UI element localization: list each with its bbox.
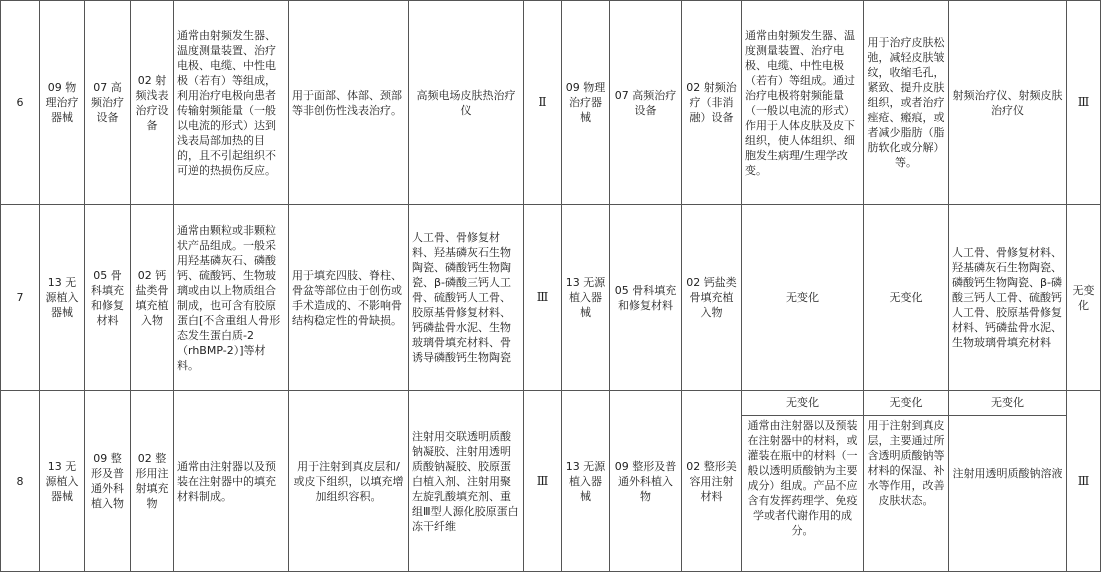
category-1: 13 无源植入器械	[40, 205, 85, 391]
category-1: 13 无源植入器械	[40, 391, 85, 572]
intended-use-2: 用于注射到真皮层，主要通过所含透明质酸钠等材料的保湿、补水等作用，改善皮肤状态。	[867, 419, 945, 507]
examples-2-status: 无变化	[949, 391, 1066, 416]
examples-1: 人工骨、骨修复材料、羟基磷灰石生物陶瓷、磷酸钙生物陶瓷、β-磷酸三钙人工骨、硫酸钙人工骨、胶原基骨修复材料、钙磷盐骨水泥、生物玻璃骨填充材料、骨诱导磷酸钙生物陶瓷	[409, 205, 524, 391]
category-2: 09 物理治疗器械	[562, 1, 610, 205]
description-2-cell	[742, 391, 864, 572]
description-1: 通常由颗粒或非颗粒状产品组成。一般采用羟基磷灰石、磷酸钙、硫酸钙、生物玻璃或由以上物质组合制成，也可含有胶原蛋白[不含重组人骨形态发生蛋白质-2（rhBMP-2）]等材料。	[174, 205, 289, 391]
description-1: 通常由射频发生器、温度测量装置、治疗电极、电缆、中性电极（若有）等组成，利用治疗电极向患者传输射频能量（一般以电流的形式）达到浅表局部加热的目的，且不引起组织不可逆的热损伤反应。	[174, 1, 289, 205]
product-type-1: 02 整形用注射填充物	[131, 391, 174, 572]
subcategory-1: 09 整形及普通外科植入物	[85, 391, 131, 572]
category-2: 13 无源植入器械	[562, 205, 610, 391]
intended-use-2-cell	[864, 391, 949, 572]
subcategory-1: 05 骨科填充和修复材料	[85, 205, 131, 391]
product-type-2: 02 整形美容用注射材料	[682, 391, 742, 572]
examples-2-cell	[949, 391, 1067, 572]
description-2: 通常由注射器以及预装在注射器中的材料，或灌装在瓶中的材料（一般以透明质酸钠为主要成分）组成。产品不应含有发挥药理学、免疫学或者代谢作用的成分。	[747, 419, 858, 537]
product-type-2: 02 钙盐类骨填充植入物	[682, 205, 742, 391]
subcategory-2: 05 骨科填充和修复材料	[610, 205, 682, 391]
intended-use-1: 用于填充四肢、脊柱、骨盆等部位由于创伤或手术造成的、不影响骨结构稳定性的骨缺损。	[289, 205, 409, 391]
row-number: 6	[1, 1, 40, 205]
class-2: 无变化	[1067, 205, 1101, 391]
product-type-1: 02 钙盐类骨填充植入物	[131, 205, 174, 391]
description-1: 通常由注射器以及预装在注射器中的填充材料制成。	[174, 391, 289, 572]
subcategory-1: 07 高频治疗设备	[85, 1, 131, 205]
row-number: 8	[1, 391, 40, 572]
intended-use-2-status: 无变化	[864, 391, 948, 416]
description-2: 无变化	[742, 205, 864, 391]
class-2: Ⅲ	[1067, 1, 1101, 205]
class-2: Ⅲ	[1067, 391, 1101, 572]
subcategory-2: 07 高频治疗设备	[610, 1, 682, 205]
examples-2: 人工骨、骨修复材料、羟基磷灰石生物陶瓷、磷酸钙生物陶瓷、β-磷酸三钙人工骨、硫酸钙人工骨、胶原基骨修复材料、钙磷盐骨水泥、生物玻璃骨填充材料	[949, 205, 1067, 391]
subcategory-2: 09 整形及普通外科植入物	[610, 391, 682, 572]
description-2: 通常由射频发生器、温度测量装置、治疗电极、电缆、中性电极（若有）等组成。通过治疗电极将射频能量（一般以电流的形式）作用于人体皮肤及皮下组织，使人体组织、细胞发生病理/生理学改变。	[742, 1, 864, 205]
intended-use-2: 无变化	[864, 205, 949, 391]
class-1: Ⅱ	[524, 1, 562, 205]
examples-1: 高频电场皮肤热治疗仪	[409, 1, 524, 205]
product-type-2: 02 射频治疗（非消融）设备	[682, 1, 742, 205]
row-number: 7	[1, 205, 40, 391]
category-1: 09 物理治疗器械	[40, 1, 85, 205]
product-type-1: 02 射频浅表治疗设备	[131, 1, 174, 205]
intended-use-1: 用于面部、体部、颈部等非创伤性浅表治疗。	[289, 1, 409, 205]
table-row	[1, 391, 1101, 572]
class-1: Ⅲ	[524, 205, 562, 391]
examples-2: 注射用透明质酸钠溶液	[952, 467, 1063, 480]
class-1: Ⅲ	[524, 391, 562, 572]
intended-use-1: 用于注射到真皮层和/或皮下组织，以填充增加组织容积。	[289, 391, 409, 572]
table-row	[1, 1, 1101, 205]
examples-2: 射频治疗仪、射频皮肤治疗仪	[949, 1, 1067, 205]
description-2-status: 无变化	[742, 391, 863, 416]
intended-use-2: 用于治疗皮肤松弛，减轻皮肤皱纹，收缩毛孔，紧致、提升皮肤组织，或者治疗痤疮、瘢痕，或者减少脂肪（脂肪软化或分解）等。	[864, 1, 949, 205]
table-row	[1, 205, 1101, 391]
category-2: 13 无源植入器械	[562, 391, 610, 572]
examples-1: 注射用交联透明质酸钠凝胶、注射用透明质酸钠凝胶、胶原蛋白植入剂、注射用聚左旋乳酸填充剂、重组Ⅲ型人源化胶原蛋白冻干纤维	[409, 391, 524, 572]
